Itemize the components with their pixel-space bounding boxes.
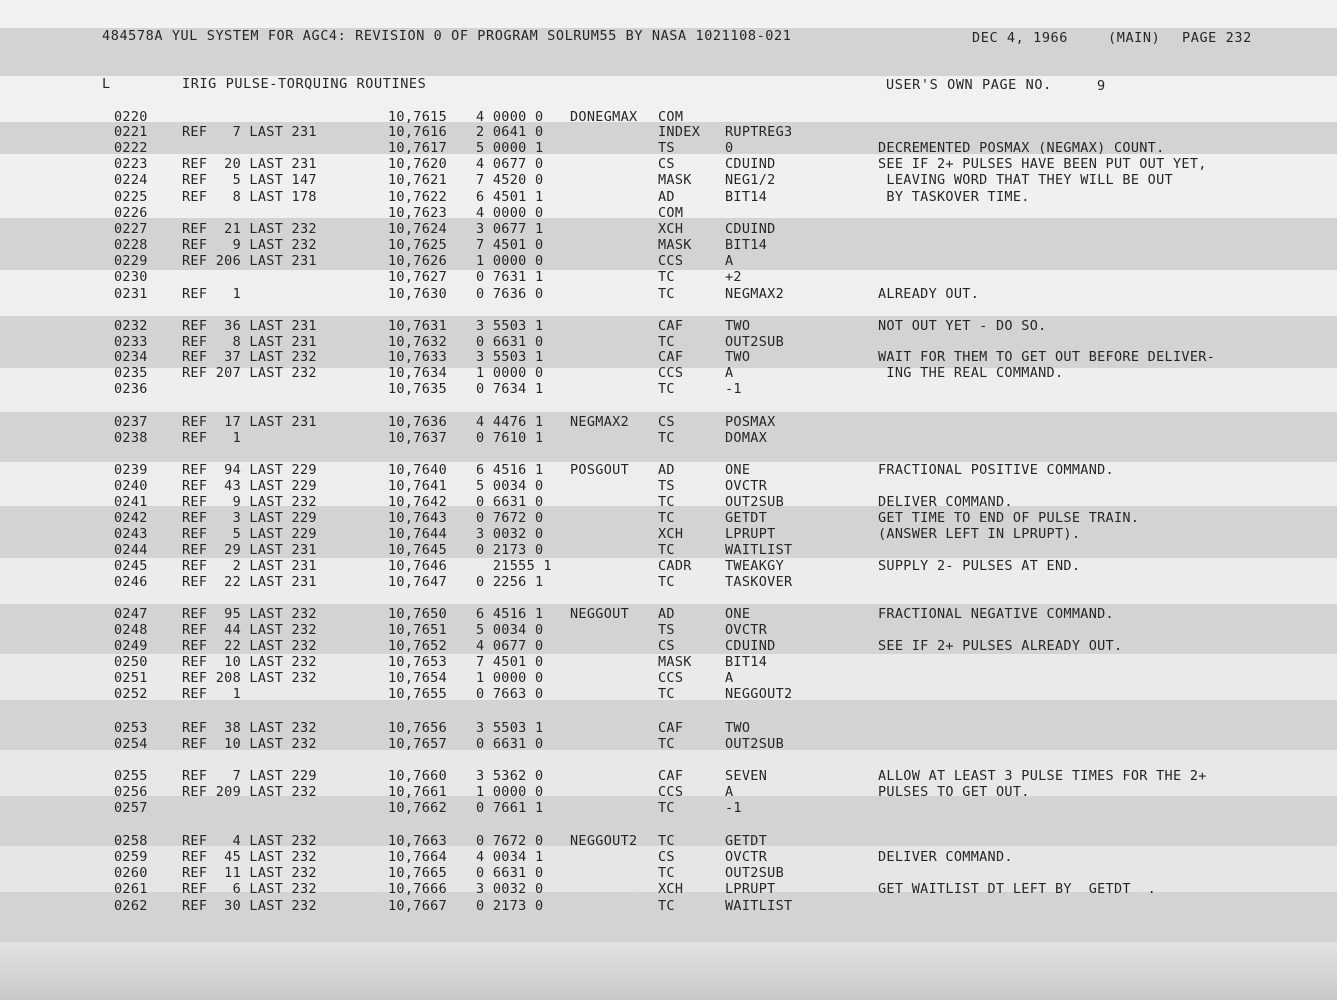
cell-op: TC (658, 898, 675, 914)
cell-addr: 10,7651 (388, 622, 447, 638)
cell-op: TC (658, 800, 675, 816)
cell-op: AD (658, 606, 675, 622)
cell-ref: REF 36 LAST 231 (182, 318, 317, 334)
cell-line: 0230 (114, 269, 148, 285)
cell-line: 0243 (114, 526, 148, 542)
cell-operand: OUT2SUB (725, 736, 784, 752)
cell-line: 0236 (114, 381, 148, 397)
cell-line: 0244 (114, 542, 148, 558)
cell-addr: 10,7662 (388, 800, 447, 816)
cell-code: 3 0032 0 (476, 526, 544, 542)
cell-code: 3 5362 0 (476, 768, 544, 784)
cell-comment: NOT OUT YET - DO SO. (878, 318, 1047, 334)
cell-code: 2 0641 0 (476, 124, 544, 140)
cell-operand: GETDT (725, 833, 768, 849)
cell-code: 5 0000 1 (476, 140, 544, 156)
cell-comment: SEE IF 2+ PULSES ALREADY OUT. (878, 638, 1123, 654)
cell-code: 0 6631 0 (476, 494, 544, 510)
cell-ref: REF 1 (182, 430, 241, 446)
cell-ref: REF 9 LAST 232 (182, 237, 317, 253)
cell-code: 0 2173 0 (476, 898, 544, 914)
cell-line: 0234 (114, 349, 148, 365)
cell-label: POSGOUT (570, 462, 629, 478)
system-header: 484578A YUL SYSTEM FOR AGC4: REVISION 0 OF PROGRAM SOLRUM55 BY NASA 1021108-021 (102, 28, 792, 44)
cell-op: TC (658, 286, 675, 302)
cell-comment: ALLOW AT LEAST 3 PULSE TIMES FOR THE 2+ (878, 768, 1207, 784)
cell-line: 0232 (114, 318, 148, 334)
cell-line: 0238 (114, 430, 148, 446)
cell-operand: OVCTR (725, 478, 768, 494)
cell-line: 0222 (114, 140, 148, 156)
cell-op: CCS (658, 365, 684, 381)
cell-addr: 10,7663 (388, 833, 447, 849)
cell-line: 0228 (114, 237, 148, 253)
cell-ref: REF 20 LAST 231 (182, 156, 317, 172)
cell-operand: NEGGOUT2 (725, 686, 793, 702)
cell-code: 0 7610 1 (476, 430, 544, 446)
cell-line: 0240 (114, 478, 148, 494)
cell-operand: OVCTR (725, 849, 768, 865)
cell-operand: WAITLIST (725, 542, 793, 558)
cell-operand: BIT14 (725, 237, 768, 253)
page-number: PAGE 232 (1182, 30, 1252, 46)
cell-ref: REF 6 LAST 232 (182, 881, 317, 897)
cell-addr: 10,7640 (388, 462, 447, 478)
users-page-number: 9 (1097, 78, 1106, 94)
cell-line: 0242 (114, 510, 148, 526)
cell-op: CAF (658, 349, 684, 365)
cell-operand: A (725, 784, 734, 800)
cell-operand: 0 (725, 140, 734, 156)
cell-ref: REF 8 LAST 231 (182, 334, 317, 350)
cell-op: CCS (658, 670, 684, 686)
cell-line: 0245 (114, 558, 148, 574)
cell-code: 0 7672 0 (476, 510, 544, 526)
cell-addr: 10,7644 (388, 526, 447, 542)
cell-ref: REF 17 LAST 231 (182, 414, 317, 430)
cell-code: 1 0000 0 (476, 365, 544, 381)
cell-line: 0246 (114, 574, 148, 590)
cell-line: 0249 (114, 638, 148, 654)
cell-addr: 10,7642 (388, 494, 447, 510)
cell-code: 6 4516 1 (476, 462, 544, 478)
cell-addr: 10,7657 (388, 736, 447, 752)
cell-code: 3 0677 1 (476, 221, 544, 237)
cell-line: 0235 (114, 365, 148, 381)
cell-addr: 10,7633 (388, 349, 447, 365)
cell-code: 4 0677 0 (476, 156, 544, 172)
cell-addr: 10,7664 (388, 849, 447, 865)
cell-addr: 10,7652 (388, 638, 447, 654)
cell-addr: 10,7634 (388, 365, 447, 381)
cell-line: 0221 (114, 124, 148, 140)
cell-code: 1 0000 0 (476, 253, 544, 269)
cell-code: 0 6631 0 (476, 865, 544, 881)
cell-op: TS (658, 140, 675, 156)
cell-addr: 10,7667 (388, 898, 447, 914)
cell-comment: SUPPLY 2- PULSES AT END. (878, 558, 1081, 574)
cell-operand: ONE (725, 462, 751, 478)
listing-date: DEC 4, 1966 (972, 30, 1069, 46)
cell-ref: REF 4 LAST 232 (182, 833, 317, 849)
cell-addr: 10,7643 (388, 510, 447, 526)
cell-operand: TWO (725, 318, 751, 334)
cell-line: 0256 (114, 784, 148, 800)
cell-operand: NEGMAX2 (725, 286, 784, 302)
cell-code: 7 4501 0 (476, 237, 544, 253)
listing-section: (MAIN) (1108, 30, 1161, 46)
cell-code: 3 5503 1 (476, 349, 544, 365)
cell-code: 1 0000 0 (476, 670, 544, 686)
cell-addr: 10,7661 (388, 784, 447, 800)
cell-ref: REF 29 LAST 231 (182, 542, 317, 558)
cell-ref: REF 5 LAST 147 (182, 172, 317, 188)
cell-ref: REF 5 LAST 229 (182, 526, 317, 542)
cell-line: 0258 (114, 833, 148, 849)
cell-op: TC (658, 381, 675, 397)
cell-op: MASK (658, 172, 692, 188)
cell-code: 0 2256 1 (476, 574, 544, 590)
cell-operand: +2 (725, 269, 742, 285)
cell-op: TC (658, 334, 675, 350)
cell-operand: A (725, 670, 734, 686)
cell-line: 0251 (114, 670, 148, 686)
cell-code: 3 5503 1 (476, 720, 544, 736)
cell-addr: 10,7625 (388, 237, 447, 253)
cell-op: INDEX (658, 124, 701, 140)
cell-code: 0 7672 0 (476, 833, 544, 849)
cell-line: 0220 (114, 109, 148, 125)
cell-code: 4 0000 0 (476, 205, 544, 221)
cell-line: 0226 (114, 205, 148, 221)
cell-op: CS (658, 849, 675, 865)
cell-code: 0 6631 0 (476, 736, 544, 752)
cell-line: 0227 (114, 221, 148, 237)
cell-addr: 10,7656 (388, 720, 447, 736)
cell-operand: A (725, 253, 734, 269)
cell-code: 6 4501 1 (476, 189, 544, 205)
cell-code: 0 7631 1 (476, 269, 544, 285)
cell-op: TS (658, 478, 675, 494)
cell-line: 0241 (114, 494, 148, 510)
cell-ref: REF 43 LAST 229 (182, 478, 317, 494)
cell-addr: 10,7627 (388, 269, 447, 285)
cell-comment: PULSES TO GET OUT. (878, 784, 1030, 800)
cell-comment: ING THE REAL COMMAND. (878, 365, 1064, 381)
cell-operand: ONE (725, 606, 751, 622)
cell-ref: REF 8 LAST 178 (182, 189, 317, 205)
cell-op: TC (658, 510, 675, 526)
cell-ref: REF 207 LAST 232 (182, 365, 317, 381)
cell-operand: TWEAKGY (725, 558, 784, 574)
cell-addr: 10,7616 (388, 124, 447, 140)
cell-code: 4 0034 1 (476, 849, 544, 865)
cell-code: 5 0034 0 (476, 478, 544, 494)
cell-operand: A (725, 365, 734, 381)
cell-op: TC (658, 430, 675, 446)
cell-code: 0 7661 1 (476, 800, 544, 816)
cell-operand: NEG1/2 (725, 172, 776, 188)
cell-addr: 10,7632 (388, 334, 447, 350)
cell-addr: 10,7647 (388, 574, 447, 590)
cell-op: TC (658, 494, 675, 510)
cell-addr: 10,7623 (388, 205, 447, 221)
cell-line: 0253 (114, 720, 148, 736)
cell-line: 0255 (114, 768, 148, 784)
paper-shadow (0, 940, 1337, 1000)
cell-ref: REF 38 LAST 232 (182, 720, 317, 736)
cell-comment: DELIVER COMMAND. (878, 494, 1013, 510)
cell-code: 0 7663 0 (476, 686, 544, 702)
cell-comment: SEE IF 2+ PULSES HAVE BEEN PUT OUT YET, (878, 156, 1207, 172)
cell-addr: 10,7655 (388, 686, 447, 702)
cell-operand: CDUIND (725, 638, 776, 654)
cell-ref: REF 11 LAST 232 (182, 865, 317, 881)
cell-op: XCH (658, 221, 684, 237)
cell-op: CADR (658, 558, 692, 574)
cell-ref: REF 206 LAST 231 (182, 253, 317, 269)
cell-addr: 10,7660 (388, 768, 447, 784)
cell-line: 0247 (114, 606, 148, 622)
cell-ref: REF 22 LAST 231 (182, 574, 317, 590)
cell-addr: 10,7645 (388, 542, 447, 558)
cell-code: 1 0000 0 (476, 784, 544, 800)
cell-operand: DOMAX (725, 430, 768, 446)
cell-line: 0257 (114, 800, 148, 816)
cell-line: 0250 (114, 654, 148, 670)
cell-addr: 10,7665 (388, 865, 447, 881)
cell-op: TC (658, 833, 675, 849)
cell-ref: REF 22 LAST 232 (182, 638, 317, 654)
cell-addr: 10,7620 (388, 156, 447, 172)
cell-ref: REF 10 LAST 232 (182, 736, 317, 752)
cell-comment: FRACTIONAL NEGATIVE COMMAND. (878, 606, 1114, 622)
cell-operand: LPRUPT (725, 526, 776, 542)
type-marker: L (102, 76, 111, 92)
cell-line: 0252 (114, 686, 148, 702)
cell-operand: TWO (725, 349, 751, 365)
cell-operand: POSMAX (725, 414, 776, 430)
cell-addr: 10,7617 (388, 140, 447, 156)
cell-addr: 10,7626 (388, 253, 447, 269)
cell-addr: 10,7654 (388, 670, 447, 686)
cell-operand: OUT2SUB (725, 494, 784, 510)
cell-addr: 10,7630 (388, 286, 447, 302)
cell-addr: 10,7666 (388, 881, 447, 897)
cell-code: 5 0034 0 (476, 622, 544, 638)
cell-label: NEGGOUT2 (570, 833, 638, 849)
cell-addr: 10,7624 (388, 221, 447, 237)
cell-op: CAF (658, 720, 684, 736)
cell-op: TC (658, 736, 675, 752)
cell-operand: -1 (725, 800, 742, 816)
cell-ref: REF 94 LAST 229 (182, 462, 317, 478)
cell-code: 6 4516 1 (476, 606, 544, 622)
cell-ref: REF 95 LAST 232 (182, 606, 317, 622)
users-page-label: USER'S OWN PAGE NO. (886, 77, 1052, 93)
cell-ref: REF 10 LAST 232 (182, 654, 317, 670)
cell-op: AD (658, 189, 675, 205)
cell-op: MASK (658, 654, 692, 670)
cell-op: CAF (658, 768, 684, 784)
cell-ref: REF 7 LAST 231 (182, 124, 317, 140)
cell-addr: 10,7631 (388, 318, 447, 334)
cell-op: CS (658, 156, 675, 172)
cell-addr: 10,7636 (388, 414, 447, 430)
cell-operand: OVCTR (725, 622, 768, 638)
cell-op: CCS (658, 253, 684, 269)
cell-comment: GET TIME TO END OF PULSE TRAIN. (878, 510, 1140, 526)
cell-ref: REF 9 LAST 232 (182, 494, 317, 510)
cell-code: 7 4520 0 (476, 172, 544, 188)
cell-code: 0 6631 0 (476, 334, 544, 350)
cell-operand: TASKOVER (725, 574, 793, 590)
cell-label: NEGGOUT (570, 606, 629, 622)
cell-line: 0261 (114, 881, 148, 897)
cell-line: 0224 (114, 172, 148, 188)
cell-op: CCS (658, 784, 684, 800)
cell-code: 4 0677 0 (476, 638, 544, 654)
cell-comment: WAIT FOR THEM TO GET OUT BEFORE DELIVER- (878, 349, 1216, 365)
cell-line: 0225 (114, 189, 148, 205)
cell-comment: DECREMENTED POSMAX (NEGMAX) COUNT. (878, 140, 1165, 156)
cell-addr: 10,7646 (388, 558, 447, 574)
cell-code: 4 4476 1 (476, 414, 544, 430)
cell-comment: GET WAITLIST DT LEFT BY GETDT . (878, 881, 1157, 897)
cell-label: NEGMAX2 (570, 414, 629, 430)
cell-code: 3 0032 0 (476, 881, 544, 897)
cell-comment: FRACTIONAL POSITIVE COMMAND. (878, 462, 1114, 478)
cell-op: CS (658, 414, 675, 430)
cell-operand: BIT14 (725, 189, 768, 205)
cell-op: TC (658, 686, 675, 702)
cell-code: 4 0000 0 (476, 109, 544, 125)
cell-operand: LPRUPT (725, 881, 776, 897)
cell-code: 21555 1 (476, 558, 552, 574)
cell-line: 0237 (114, 414, 148, 430)
cell-op: TS (658, 622, 675, 638)
cell-op: TC (658, 269, 675, 285)
cell-operand: GETDT (725, 510, 768, 526)
cell-code: 0 7634 1 (476, 381, 544, 397)
cell-ref: REF 3 LAST 229 (182, 510, 317, 526)
page-title: IRIG PULSE-TORQUING ROUTINES (182, 76, 427, 92)
cell-code: 0 2173 0 (476, 542, 544, 558)
cell-op: CS (658, 638, 675, 654)
cell-ref: REF 209 LAST 232 (182, 784, 317, 800)
cell-operand: OUT2SUB (725, 865, 784, 881)
cell-label: DONEGMAX (570, 109, 638, 125)
cell-addr: 10,7653 (388, 654, 447, 670)
cell-addr: 10,7615 (388, 109, 447, 125)
cell-line: 0233 (114, 334, 148, 350)
cell-op: XCH (658, 881, 684, 897)
cell-op: COM (658, 109, 684, 125)
cell-ref: REF 44 LAST 232 (182, 622, 317, 638)
cell-operand: -1 (725, 381, 742, 397)
cell-op: CAF (658, 318, 684, 334)
cell-operand: WAITLIST (725, 898, 793, 914)
cell-operand: SEVEN (725, 768, 768, 784)
cell-code: 3 5503 1 (476, 318, 544, 334)
cell-comment: LEAVING WORD THAT THEY WILL BE OUT (878, 172, 1173, 188)
cell-ref: REF 1 (182, 686, 241, 702)
cell-op: COM (658, 205, 684, 221)
cell-op: TC (658, 865, 675, 881)
cell-operand: TWO (725, 720, 751, 736)
cell-line: 0231 (114, 286, 148, 302)
cell-code: 7 4501 0 (476, 654, 544, 670)
cell-ref: REF 2 LAST 231 (182, 558, 317, 574)
cell-op: XCH (658, 526, 684, 542)
cell-op: AD (658, 462, 675, 478)
cell-addr: 10,7635 (388, 381, 447, 397)
cell-addr: 10,7622 (388, 189, 447, 205)
cell-operand: RUPTREG3 (725, 124, 793, 140)
cell-comment: ALREADY OUT. (878, 286, 980, 302)
cell-op: MASK (658, 237, 692, 253)
cell-comment: (ANSWER LEFT IN LPRUPT). (878, 526, 1081, 542)
cell-ref: REF 21 LAST 232 (182, 221, 317, 237)
cell-code: 0 7636 0 (476, 286, 544, 302)
cell-addr: 10,7637 (388, 430, 447, 446)
cell-ref: REF 208 LAST 232 (182, 670, 317, 686)
cell-line: 0254 (114, 736, 148, 752)
cell-addr: 10,7621 (388, 172, 447, 188)
cell-line: 0239 (114, 462, 148, 478)
cell-line: 0260 (114, 865, 148, 881)
cell-line: 0262 (114, 898, 148, 914)
cell-operand: BIT14 (725, 654, 768, 670)
cell-comment: DELIVER COMMAND. (878, 849, 1013, 865)
cell-ref: REF 7 LAST 229 (182, 768, 317, 784)
cell-addr: 10,7641 (388, 478, 447, 494)
cell-operand: CDUIND (725, 156, 776, 172)
cell-op: TC (658, 542, 675, 558)
cell-ref: REF 30 LAST 232 (182, 898, 317, 914)
cell-ref: REF 1 (182, 286, 241, 302)
cell-operand: CDUIND (725, 221, 776, 237)
cell-ref: REF 45 LAST 232 (182, 849, 317, 865)
cell-op: TC (658, 574, 675, 590)
cell-line: 0229 (114, 253, 148, 269)
cell-line: 0248 (114, 622, 148, 638)
cell-line: 0259 (114, 849, 148, 865)
cell-line: 0223 (114, 156, 148, 172)
cell-comment: BY TASKOVER TIME. (878, 189, 1030, 205)
cell-ref: REF 37 LAST 232 (182, 349, 317, 365)
cell-operand: OUT2SUB (725, 334, 784, 350)
cell-addr: 10,7650 (388, 606, 447, 622)
